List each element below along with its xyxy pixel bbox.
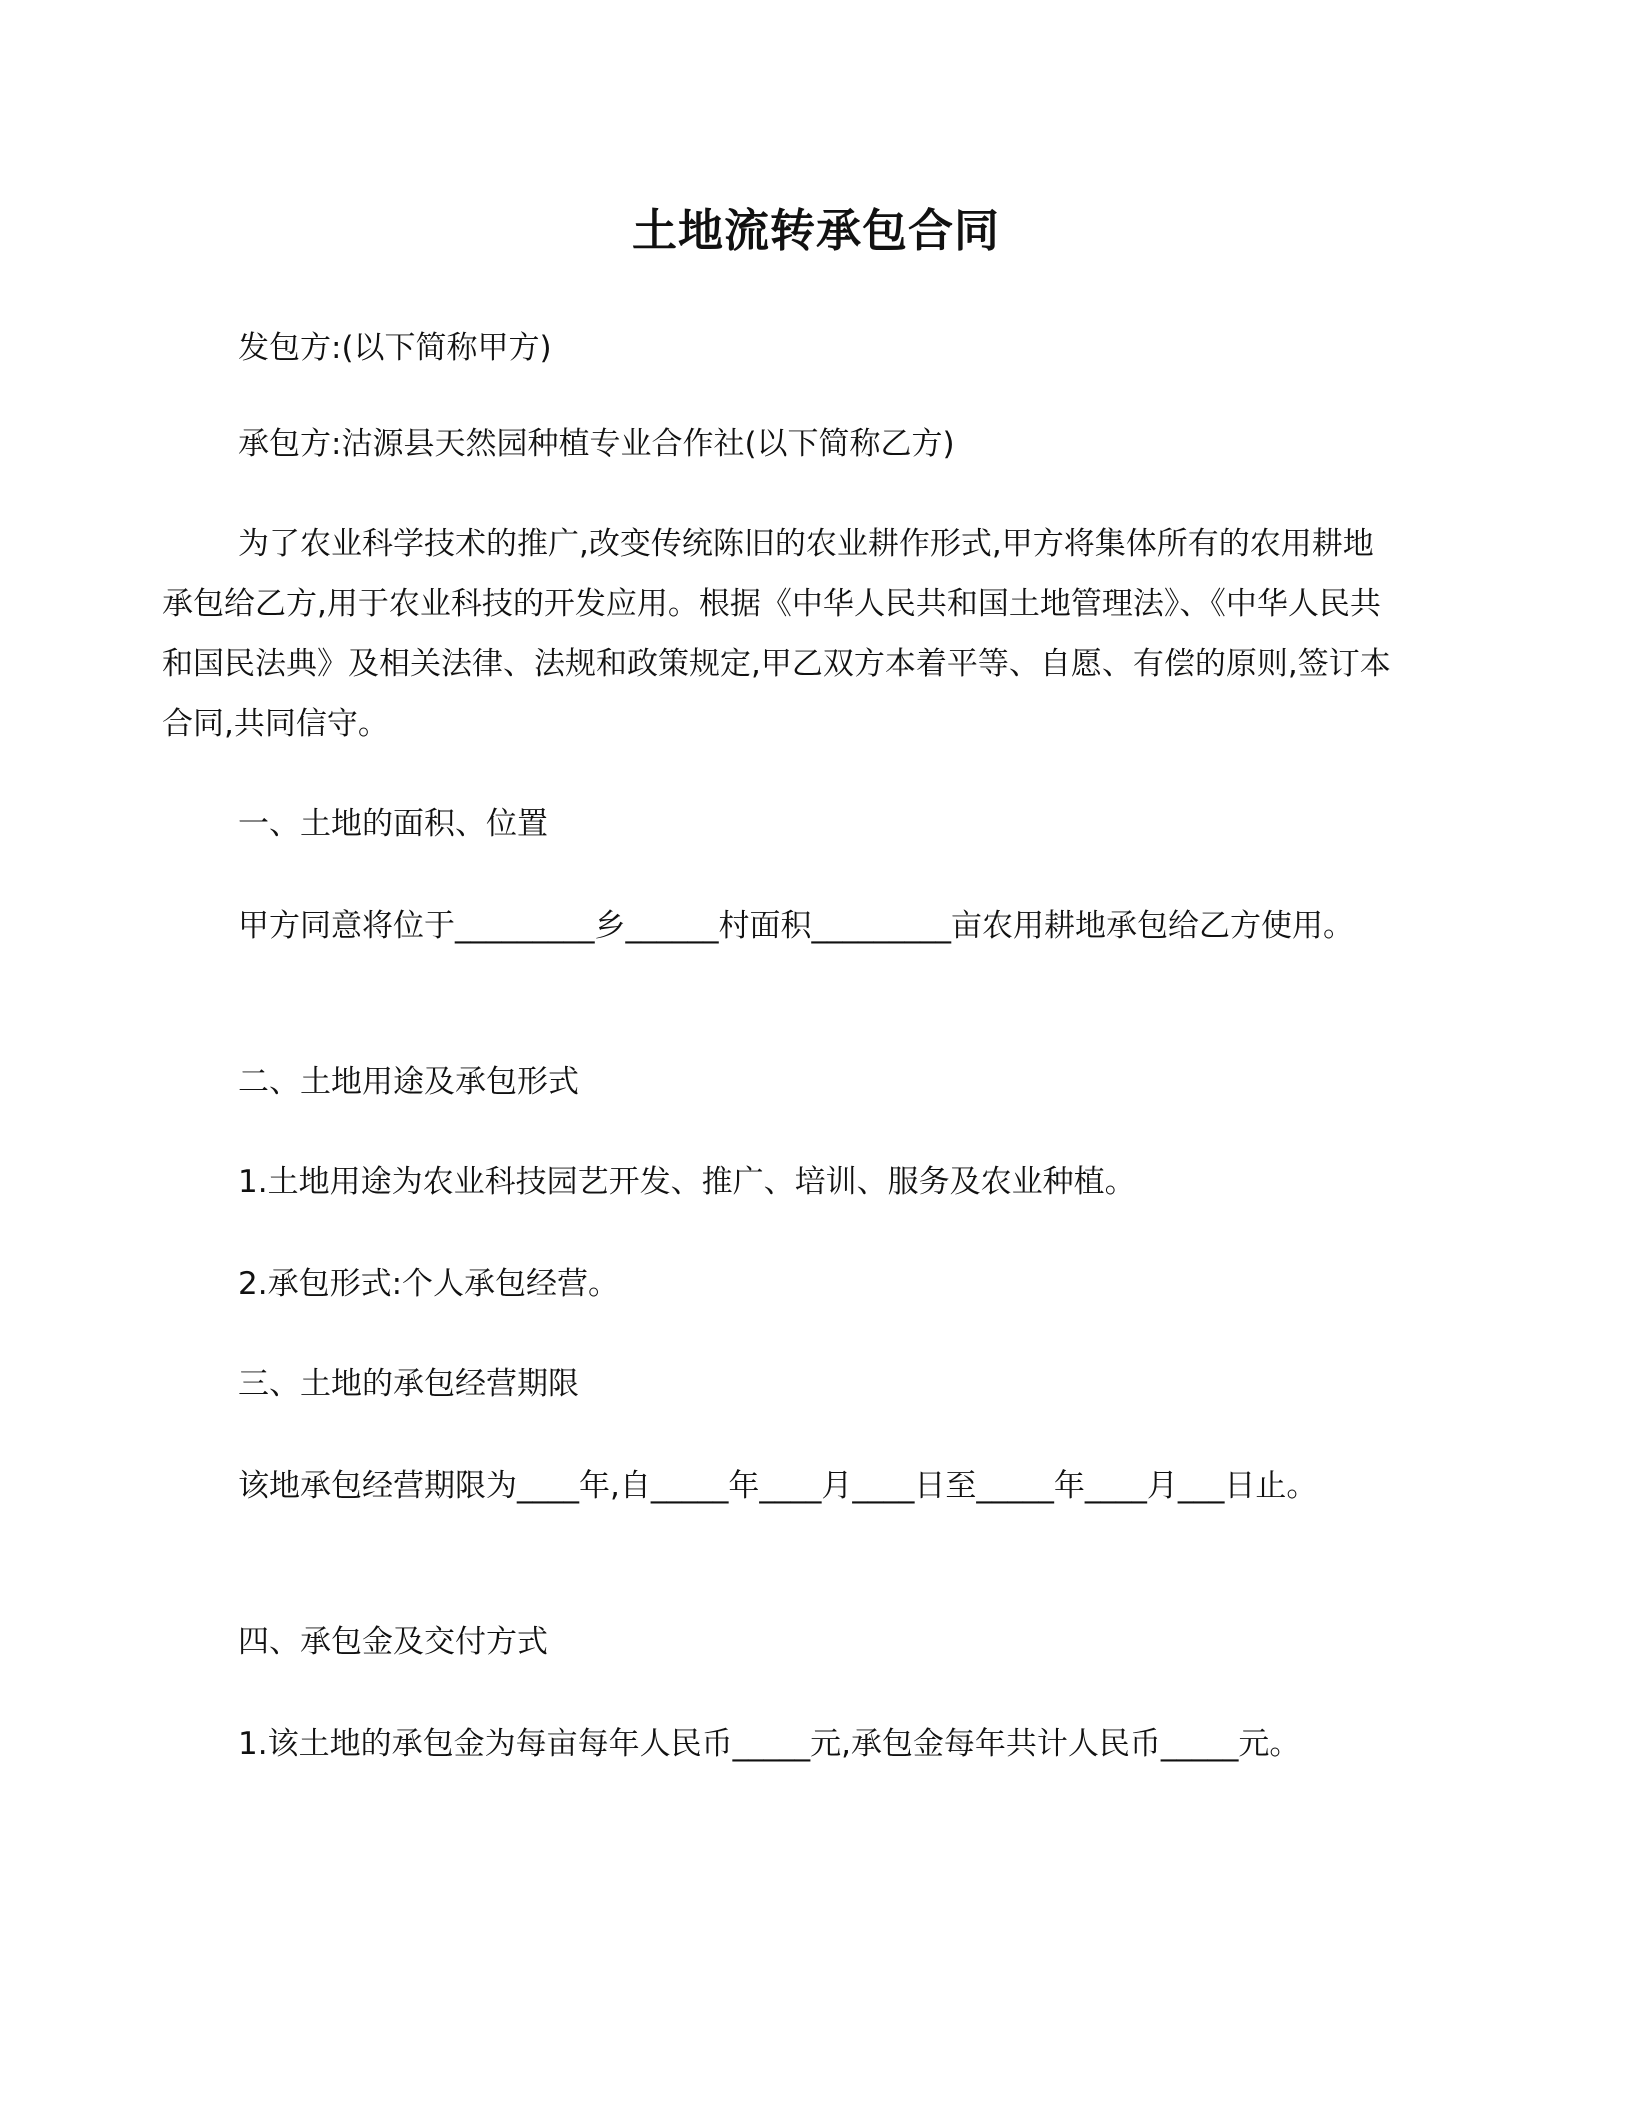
- section1-heading: 一、土地的面积、位置: [238, 806, 548, 842]
- section4-heading: 四、承包金及交付方式: [238, 1624, 548, 1660]
- section2-item2: 2.承包形式:个人承包经营。: [238, 1266, 620, 1302]
- preamble-paragraph: 为了农业科学技术的推广,改变传统陈旧的农业耕作形式,甲方将集体所有的农用耕地承包给乙方,用于农业科技的开发应用。根据《中华人民共和国土地管理法》、《中华人民共和国民法典》及相关法律、法规和政策规定,甲乙双方本着平等、自愿、有偿的原则,签订本合同,共同信守。: [162, 526, 1391, 742]
- section1-body: 甲方同意将位于_________乡______村面积_________亩农用耕地承包给乙方使用。: [238, 908, 1354, 944]
- party-b-line: 承包方:沽源县天然园种植专业合作社(以下简称乙方): [238, 426, 955, 462]
- section4-item1: 1.该土地的承包金为每亩每年人民币_____元,承包金每年共计人民币_____元。: [238, 1726, 1301, 1762]
- party-a-line: 发包方:(以下简称甲方): [238, 330, 552, 366]
- document-title: 土地流转承包合同: [631, 204, 1000, 257]
- section3-body: 该地承包经营期限为____年,自_____年____月____日至_____年____月___日止。: [238, 1468, 1318, 1504]
- section2-heading: 二、土地用途及承包形式: [238, 1064, 579, 1100]
- section2-item1: 1.土地用途为农业科技园艺开发、推广、培训、服务及农业种植。: [238, 1164, 1136, 1200]
- section3-heading: 三、土地的承包经营期限: [238, 1366, 579, 1402]
